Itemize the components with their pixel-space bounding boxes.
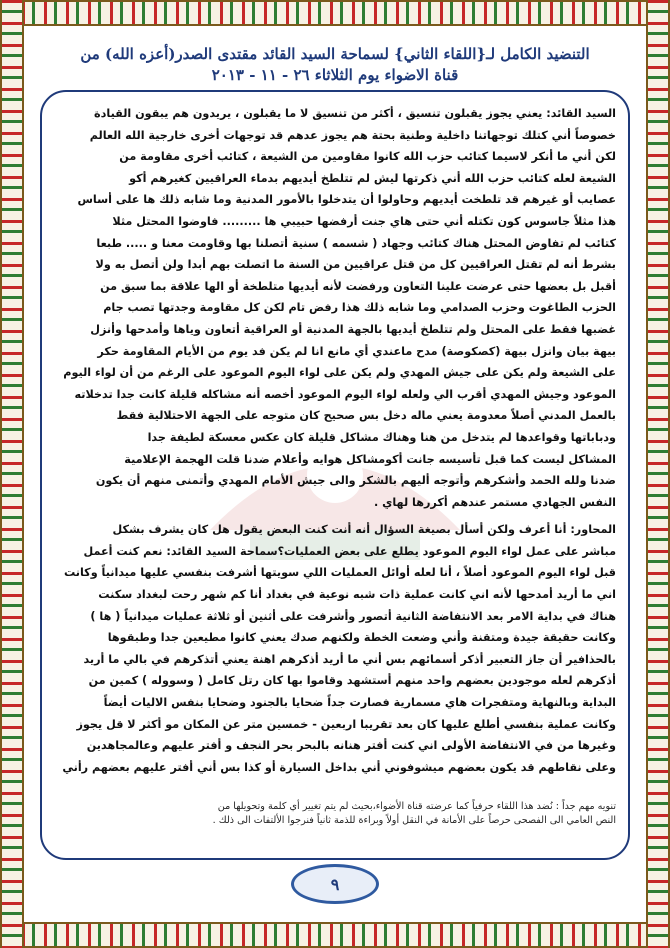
ornamental-border-right	[646, 0, 670, 948]
question-line: اني ما أريد أمدحها لأنه اني كانت عملية ذات شبه نوعية في بغداد أنا كم شهر رحت لبغداد سكنت	[98, 588, 616, 602]
answer-line: السيد القائد: يعني يجوز يقبلون تنسيق ، أكثر من تنسيق لا ما يقبلون ، يريدون هم يبقون القيادة	[94, 107, 616, 120]
page-number: ٩	[330, 874, 340, 894]
answer-line: الحزب الطاغوت وحزب الصدامي وما شابه ذلك هذا رفض تام لكن كل مقاومة وجدتها تصب جام	[103, 301, 616, 315]
transcript-body	[56, 103, 616, 778]
page-title	[60, 44, 610, 86]
answer-line: هذا مثلاً جاسوس كون تكتله أني حتى هاي جنت أرفضها حبيبي ها ......... فاوضوا المحتل مثلا	[112, 214, 616, 228]
title-line-2: قناة الاضواء يوم الثلاثاء ٢٦ - ١١ - ٢٠١٣	[211, 66, 459, 84]
disclaimer-note	[92, 800, 616, 828]
question-line: هناك في بداية الامر بعد الانتفاضة الثانية أتصور وأشرفت على أثنين أو ثلاثة عمليات ميدانياً ( ها )	[90, 609, 616, 623]
question-line: المحاور: أنا أعرف ولكن أسأل بصيغة السؤال أنه أنت كنت البعض يقول هل كان يشرف بشكل	[112, 523, 616, 537]
question-line: وغيرها من في الانتفاضة الأولى اني كنت أفتر هنانه بالبحر بحر النجف و أفتر عليهم وعالمجاهدين	[86, 739, 616, 753]
question-line: مباشر على عمل لواء اليوم الموعود يطلع على بعض العمليات؟سماحة السيد القائد: نعم كنت أعمل	[83, 544, 616, 558]
answer-line: الموعود وجيش المهدي أقرب الي ولعله لواء اليوم الموعود أخصه أنه مشاكله قليلة كانت جدا تدخلاته	[74, 387, 616, 401]
note-line: النص العامي الى الفصحى حرصاً على الأمانة في النقل أولاً وبراءة للذمة ثانياً فنرجوا الألتفات الى ذلك .	[212, 815, 616, 826]
answer-line: ودباباتها وقواعدها لم يتدخل من هنا وهناك مشاكل قليلة كان عكس معسكة لطيفة جدا	[147, 430, 616, 444]
answer-line: ضدنا ولله الحمد وأشكرهم وأتوجه أليهم بالشكر والى جيش الأمام المهدي وأتمنى منهم أن يكون	[95, 474, 616, 488]
title-line-1: التنضيد الكامل لـ{اللقاء الثاني} لسماحة السيد القائد مقتدى الصدر(أعزه الله) من	[80, 45, 590, 63]
answer-line: كتائب لم تفاوض المحتل هناك كتائب وجهاد ( شسمه ) سنية أتصلنا بها وقاومت معنا و ..... طبعا	[96, 236, 616, 250]
ornamental-border-left	[0, 0, 24, 948]
page-number-oval	[291, 864, 379, 904]
question-line: بالحذافير أن جاز التعبير أذكر أسمائهم بس أني ما أريد أذكرهم اهنة يعني أتذكرهم في بالي ما أريد	[83, 652, 616, 666]
question-line: البداية وبالنهاية ومتفجرات هاي مسمارية فصارت جداً ضحايا بالجنود وضحايا بنفس الاليات أيضاً	[103, 696, 616, 710]
answer-line: على الشيعة ولم يكن على جيش المهدي ولم يكن على لواء اليوم الموعود على الرغم من أن لواء اليوم	[63, 366, 616, 380]
answer-line: بالعمل المدني أصلاً معدومة يعني ماله دخل بس صحيح كان متوجه على الجهة الاحتلالية فقط	[116, 409, 616, 423]
answer-line: المشاكل ليست كما قبل تأسيسه جانت أكومشاكل هوايه وأعلام ضدنا قلت الهجمة الإعلامية	[124, 452, 616, 466]
note-line: تنويه مهم جداً : نُضد هذا اللقاء حرفياً كما عرضته قناة الأضواء،بحيث لم يتم تغيير أي كلمة وتحويلها من	[217, 801, 616, 812]
ornamental-border-bottom	[0, 922, 670, 948]
answer-paragraph	[56, 103, 616, 513]
answer-line: النفس الجهادي مستمر عندهم أكررها لهاي .	[373, 495, 616, 509]
question-line: وكانت حقيقة جيدة ومتقنة وأني وضعت الخطة ولكنهم صدك يعني كانوا مطيعين جدا وطبقوها	[107, 631, 616, 645]
answer-line: خصوصاً أني كتلك توجهاتنا داخلية وطنية بحتة هم يجوز عدهم قد توجهات أخرى خارجية الله العالم	[89, 128, 616, 142]
question-paragraph	[56, 519, 616, 778]
question-line: قبل لواء اليوم الموعود أصلاً ، أنا لعله أوائل العمليات اللي سويتها أشرفت بنفسي عليها ميدانياً وكانت	[63, 566, 616, 580]
answer-line: عصايب أو غيرهم قد تلطخت أيديهم وحاولوا أن يتدخلوا بالأمور المدنية وما شابه ذلك ها على أساس	[77, 193, 616, 207]
question-line: وعلى نقاطهم قد يكون بعضهم ميشوفوني أني بداخل السيارة أو كذا بس أني أفتر عليهم بعضهم رأني	[62, 760, 616, 774]
answer-line: غضبها فقط على المحتل ولم تتلطخ أيديها بالجهة المدنية أو العراقية أتعاون وياها وأمدحها وأنزل	[90, 322, 616, 336]
ornamental-border-top	[0, 0, 670, 26]
question-line: وكانت عملية بنفسي أطلع عليها كان بعد تقريبا اربعين - خمسين متر عن المكان مو أكثر لا قل يجوز	[76, 717, 616, 731]
answer-line: بيهة بيان وانزل بيهة (كصكوصة) مدح ماعندي أي مانع انا لم يكن فد يوم من الأيام المقاومة حكر	[97, 344, 616, 358]
answer-line: بشرط أنه لم تقتل العراقيين كل من قتل عراقيين من السنة ما اتصلت بهم أبدا ولن أتصل به ولا	[95, 258, 616, 272]
answer-line: لكن أني ما أنكر لاسيما كتائب حزب الله كانوا مقاومين من الشيعة ، كتائب أخرى مقاومة من	[119, 150, 616, 164]
answer-line: أقبل بل بعضها حتى عرضت علينا التعاون ورفضت لأنه أيديها متلطخة أو الها علاقة بما سبق من	[100, 279, 616, 293]
question-line: أذكرهم لعله موجودين بعضهم واحد منهم أستشهد وقاموا بها كان رتل كامل ( وسووله ) كمين من	[88, 674, 616, 688]
answer-line: الشيعة لعله كتائب حزب الله أني ذكرتها ليش لم تتلطخ أيديهم بدماء العراقيين كغيرهم أكو	[129, 171, 616, 185]
